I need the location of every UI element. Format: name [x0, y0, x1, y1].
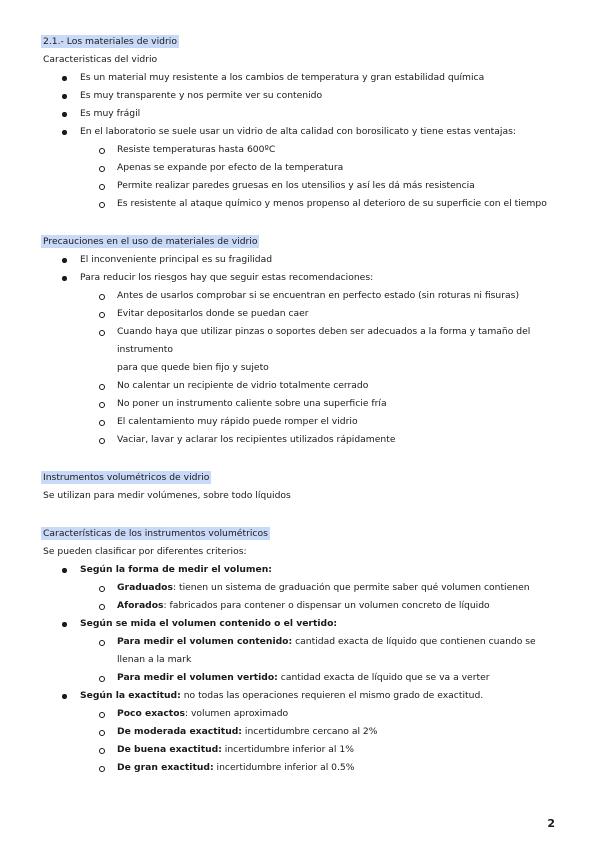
paragraph: Se pueden clasificar por diferentes criterios: — [43, 546, 247, 557]
sub-list-item: Para medir el volumen contenido: cantidad exacta de líquido que contienen cuando se llenan a la mark — [43, 633, 563, 669]
paragraph: Se utilizan para medir volúmenes, sobre todo líquidos — [43, 490, 291, 501]
sub-list-item: El calentamiento muy rápido puede romper el vidrio — [43, 413, 563, 431]
list-item: Según la forma de medir el volumen: — [43, 561, 563, 579]
sub-list-item: Cuando haya que utilizar pinzas o soportes deben ser adecuados a la forma y tamaño del instrumento para que quede bien fijo y sujeto — [43, 323, 563, 377]
sub-list-item: Para medir el volumen vertido: cantidad exacta de líquido que se va a verter — [43, 669, 563, 687]
sub-list-item: Evitar depositarlos donde se puedan caer — [43, 305, 563, 323]
bullet-list — [43, 251, 563, 449]
section-title: Características de los instrumentos volumétricos — [43, 528, 268, 539]
sub-list-item: Antes de usarlos comprobar si se encuentran en perfecto estado (sin roturas ni fisuras) — [43, 287, 563, 305]
list-item: Es un material muy resistente a los cambios de temperatura y gran estabilidad química — [43, 69, 563, 87]
bullet-list — [43, 561, 563, 777]
list-item: Es muy frágil — [43, 105, 563, 123]
list-item: Según se mida el volumen contenido o el vertido: — [43, 615, 563, 633]
sub-list-item: Vaciar, lavar y aclarar los recipientes utilizados rápidamente — [43, 431, 563, 449]
section-title: Instrumentos volumétricos de vidrio — [43, 472, 210, 483]
sub-list-item: De buena exactitud: incertidumbre inferior al 1% — [43, 741, 563, 759]
sub-list-item: Graduados: tienen un sistema de graduación que permite saber qué volumen contienen — [43, 579, 563, 597]
sub-list-item: Apenas se expande por efecto de la temperatura — [43, 159, 563, 177]
sub-list-item: De moderada exactitud: incertidumbre cercano al 2% — [43, 723, 563, 741]
section-title: 2.1.- Los materiales de vidrio — [43, 36, 177, 47]
sub-list-item: Es resistente al ataque químico y menos propenso al deterioro de su superficie con el tiempo — [43, 195, 563, 213]
section-subtitle: Caracteristicas del vidrio — [43, 54, 158, 65]
sub-list-item: No calentar un recipiente de vidrio totalmente cerrado — [43, 377, 563, 395]
list-item: Según la exactitud: no todas las operaciones requieren el mismo grado de exactitud. — [43, 687, 563, 705]
bullet-list — [43, 69, 563, 213]
list-item: El inconveniente principal es su fragilidad — [43, 251, 563, 269]
list-item: Es muy transparente y nos permite ver su contenido — [43, 87, 563, 105]
sub-list-item: Aforados: fabricados para contener o dispensar un volumen concreto de líquido — [43, 597, 563, 615]
sub-list-item: Resiste temperaturas hasta 600ºC — [43, 141, 563, 159]
sub-list-item: No poner un instrumento caliente sobre una superficie fría — [43, 395, 563, 413]
list-item: Para reducir los riesgos hay que seguir estas recomendaciones: — [43, 269, 563, 287]
sub-list-item: Permite realizar paredes gruesas en los utensilios y así les dá más resistencia — [43, 177, 563, 195]
section-title: Precauciones en el uso de materiales de vidrio — [43, 236, 258, 247]
list-item: En el laboratorio se suele usar un vidrio de alta calidad con borosilicato y tiene estas ventajas: — [43, 123, 563, 141]
document-page — [43, 33, 563, 777]
page-number: 2 — [547, 817, 555, 830]
sub-list-item: De gran exactitud: incertidumbre inferior al 0.5% — [43, 759, 563, 777]
sub-list-item: Poco exactos: volumen aproximado — [43, 705, 563, 723]
